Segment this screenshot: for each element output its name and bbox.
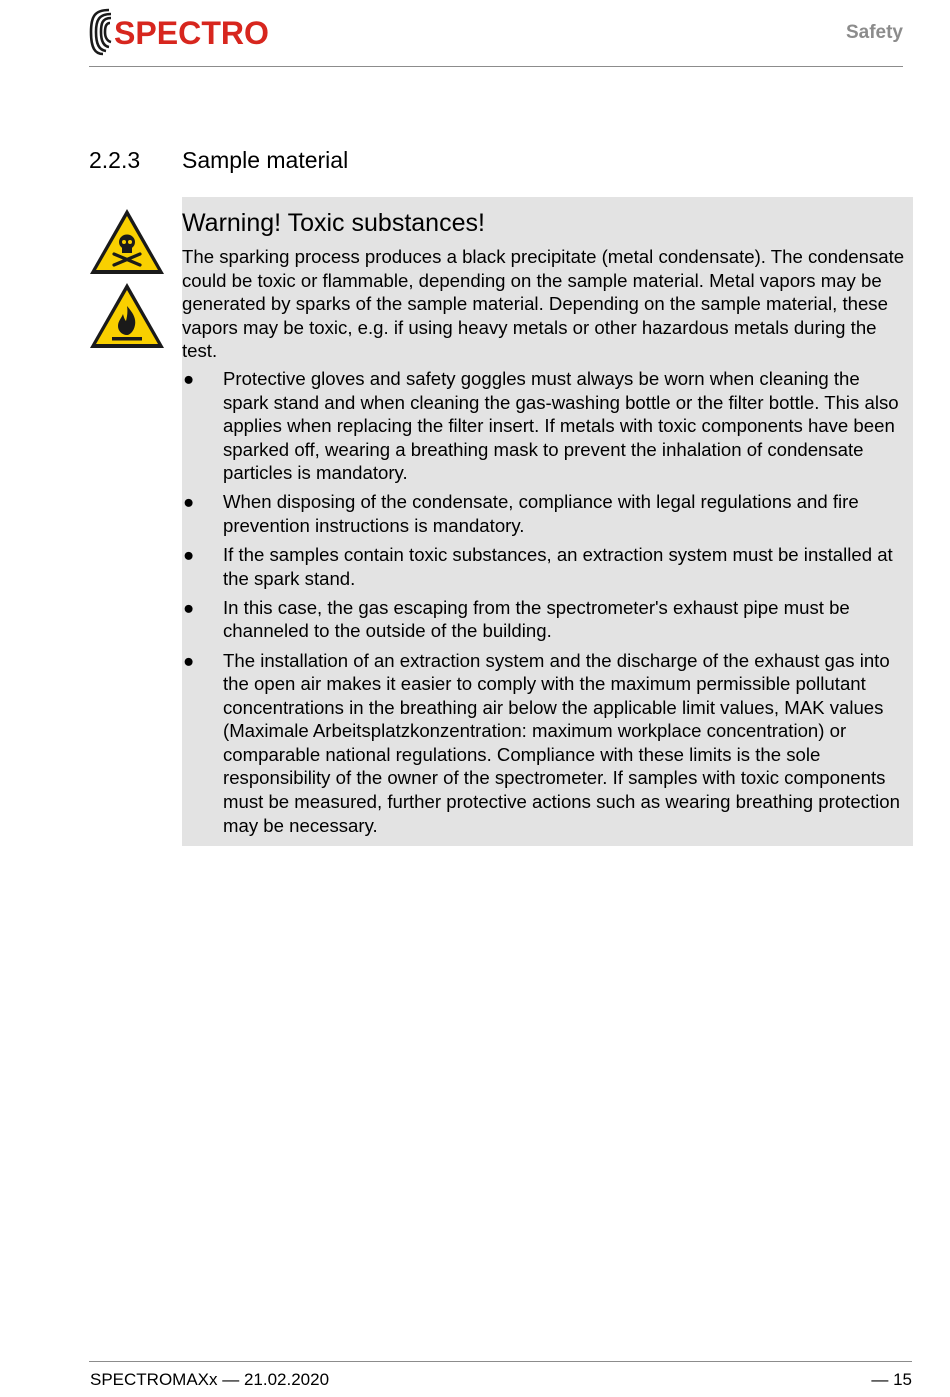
warning-intro-paragraph: The sparking process produces a black precipitate (metal condensate). The condensate could be toxic or flammable, depending on the sample material. Metal vapors may be generated by sparks of the sample material. Depending on the sample material, these vapors may be toxic, e.g. if using heavy metals or other hazardous metals during the test. <box>182 246 905 362</box>
toxic-substances-warning-icon <box>88 207 166 277</box>
list-item <box>182 649 907 838</box>
bullet-dot: ● <box>183 491 195 513</box>
list-item <box>182 490 907 537</box>
flammable-substances-warning-icon <box>88 281 166 351</box>
list-item <box>182 596 907 643</box>
page-header <box>89 0 903 67</box>
list-item-text: In this case, the gas escaping from the spectrometer's exhaust pipe must be channeled to the outside of the building. <box>223 596 850 642</box>
list-item-text: The installation of an extraction system and the discharge of the exhaust gas into the open air makes it easier to comply with the maximum permissible pollutant concentrations in the breathing air below the applicable limit values, MAK values (Maximale Arbeitsplatzkonzentration: maximum workplace concentration) or comparable national regulations. Compliance with these limits is the sole responsibility of the owner of the spectrometer. If samples with toxic components must be measured, further protective actions such as wearing breathing protection may be necessary. <box>223 649 900 836</box>
warning-bullet-list <box>182 367 907 837</box>
warning-title: Warning! Toxic substances! <box>182 209 485 237</box>
spectro-logo <box>89 6 274 58</box>
bullet-dot: ● <box>183 596 195 618</box>
header-section-label: Safety <box>845 22 903 43</box>
bullet-dot: ● <box>183 544 195 566</box>
bullet-dot: ● <box>183 367 195 389</box>
logo-wordmark: SPECTRO <box>114 15 269 51</box>
bullet-dot: ● <box>183 649 195 671</box>
list-item <box>182 543 907 590</box>
section-title: Sample material <box>182 147 349 173</box>
logo-emblem <box>91 10 111 54</box>
list-item <box>182 367 907 485</box>
list-item-text: When disposing of the condensate, compliance with legal regulations and fire prevention instructions is mandatory. <box>223 491 859 537</box>
page-footer <box>89 1361 912 1389</box>
list-item-text: If the samples contain toxic substances, an extraction system must be installed at the spark stand. <box>223 544 893 589</box>
section-number: 2.2.3 <box>89 147 141 173</box>
warning-box <box>182 197 913 846</box>
footer-page-number: — 15 <box>871 1370 912 1389</box>
list-item-text: Protective gloves and safety goggles must always be worn when cleaning the spark stand and when cleaning the gas-washing bottle or the filter bottle. This also applies when replacing the filter insert. If metals with toxic components have been sparked off, wearing a breathing mask to prevent the inhalation of condensate particles is mandatory. <box>223 367 899 484</box>
footer-document-info: SPECTROMAXx — 21.02.2020 <box>90 1370 330 1389</box>
